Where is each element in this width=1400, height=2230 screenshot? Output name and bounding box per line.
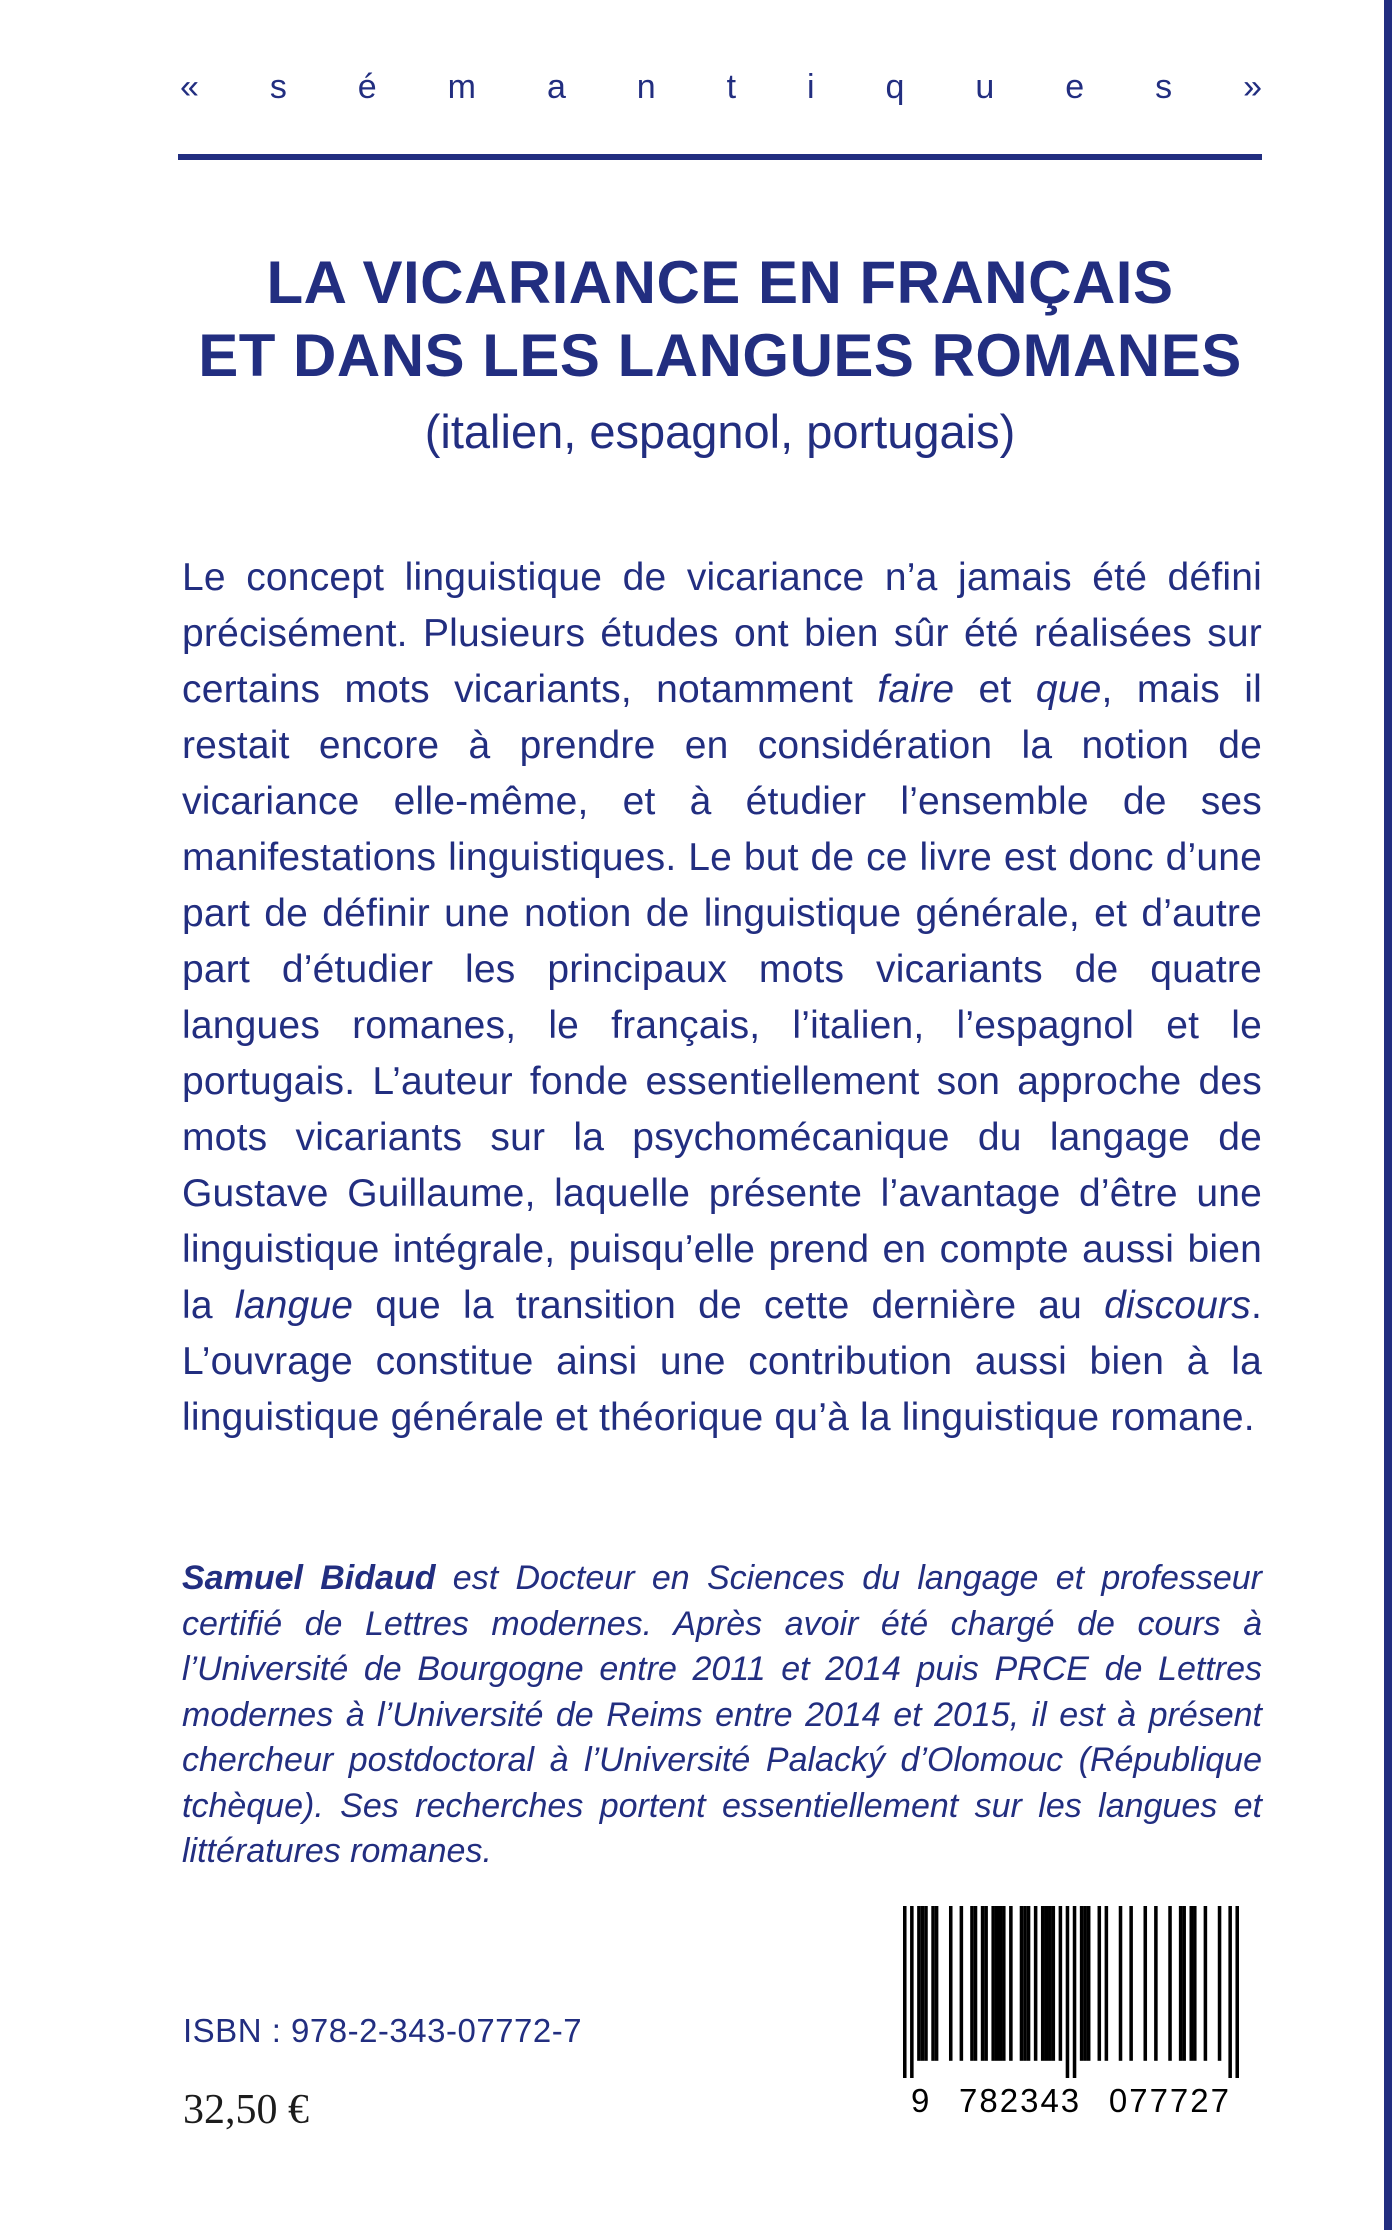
- synopsis-paragraph: Le concept linguistique de vicariance n’a jamais été défini précisément. Plusieurs études ont bien sûr été réalisées sur certains mots vicariants, notamment faire et que, mais il restait encore à prendre en considération la notion de vicariance elle-même, et à étudier l’ensemble de ses manifestations linguistiques. Le but de ce livre est donc d’une part de définir une notion de linguistique générale, et d’autre part d’étudier les principaux mots vicariants de quatre langues romanes, le français, l’italien, l’espagnol et le portugais. L’auteur fonde essentiellement son approche des mots vicariants sur la psychomécanique du langage de Gustave Guillaume, laquelle présente l’avantage d’être une linguistique intégrale, puisqu’elle prend en compte aussi bien la langue que la transition de cette dernière au discours. L’ouvrage constitue ainsi une contribution aussi bien à la linguistique générale et théorique qu’à la linguistique romane.: [182, 556, 1263, 1439]
- book-subtitle: (italien, espagnol, portugais): [424, 405, 1016, 458]
- header-rule: [178, 154, 1262, 160]
- author-bio-paragraph: Samuel Bidaud est Docteur en Sciences du langage et professeur certifié de Lettres modernes. Après avoir été chargé de cours à l’Université de Bourgogne entre 2011 et 2014 puis PRCE de Lettres modernes à l’Université de Reims entre 2014 et 2015, il est à présent chercheur postdoctoral à l’Université Palacký d’Olomouc (République tchèque). Ses recherches portent essentiellement sur les langues et littératures romanes.: [182, 1559, 1263, 1870]
- barcode-digit-group: 9: [911, 2082, 932, 2119]
- barcode-digit-group: 077727: [1108, 2082, 1231, 2119]
- book-title-line1: LA VICARIANCE EN FRANÇAIS: [266, 249, 1174, 316]
- barcode-digits: [903, 2078, 1239, 2120]
- title-block: [150, 246, 1290, 462]
- isbn-text: ISBN : 978-2-343-07772-7: [183, 2012, 583, 2049]
- barcode-bars: [903, 1906, 1239, 2078]
- collection-title: « s é m a n t i q u e s »: [180, 68, 1262, 106]
- barcode: [903, 1906, 1239, 2120]
- barcode-digit-group: 782343: [959, 2082, 1082, 2119]
- right-edge-line: [1384, 0, 1392, 2230]
- book-title-line2: ET DANS LES LANGUES ROMANES: [198, 322, 1242, 389]
- price-text: 32,50 €: [183, 2087, 309, 2133]
